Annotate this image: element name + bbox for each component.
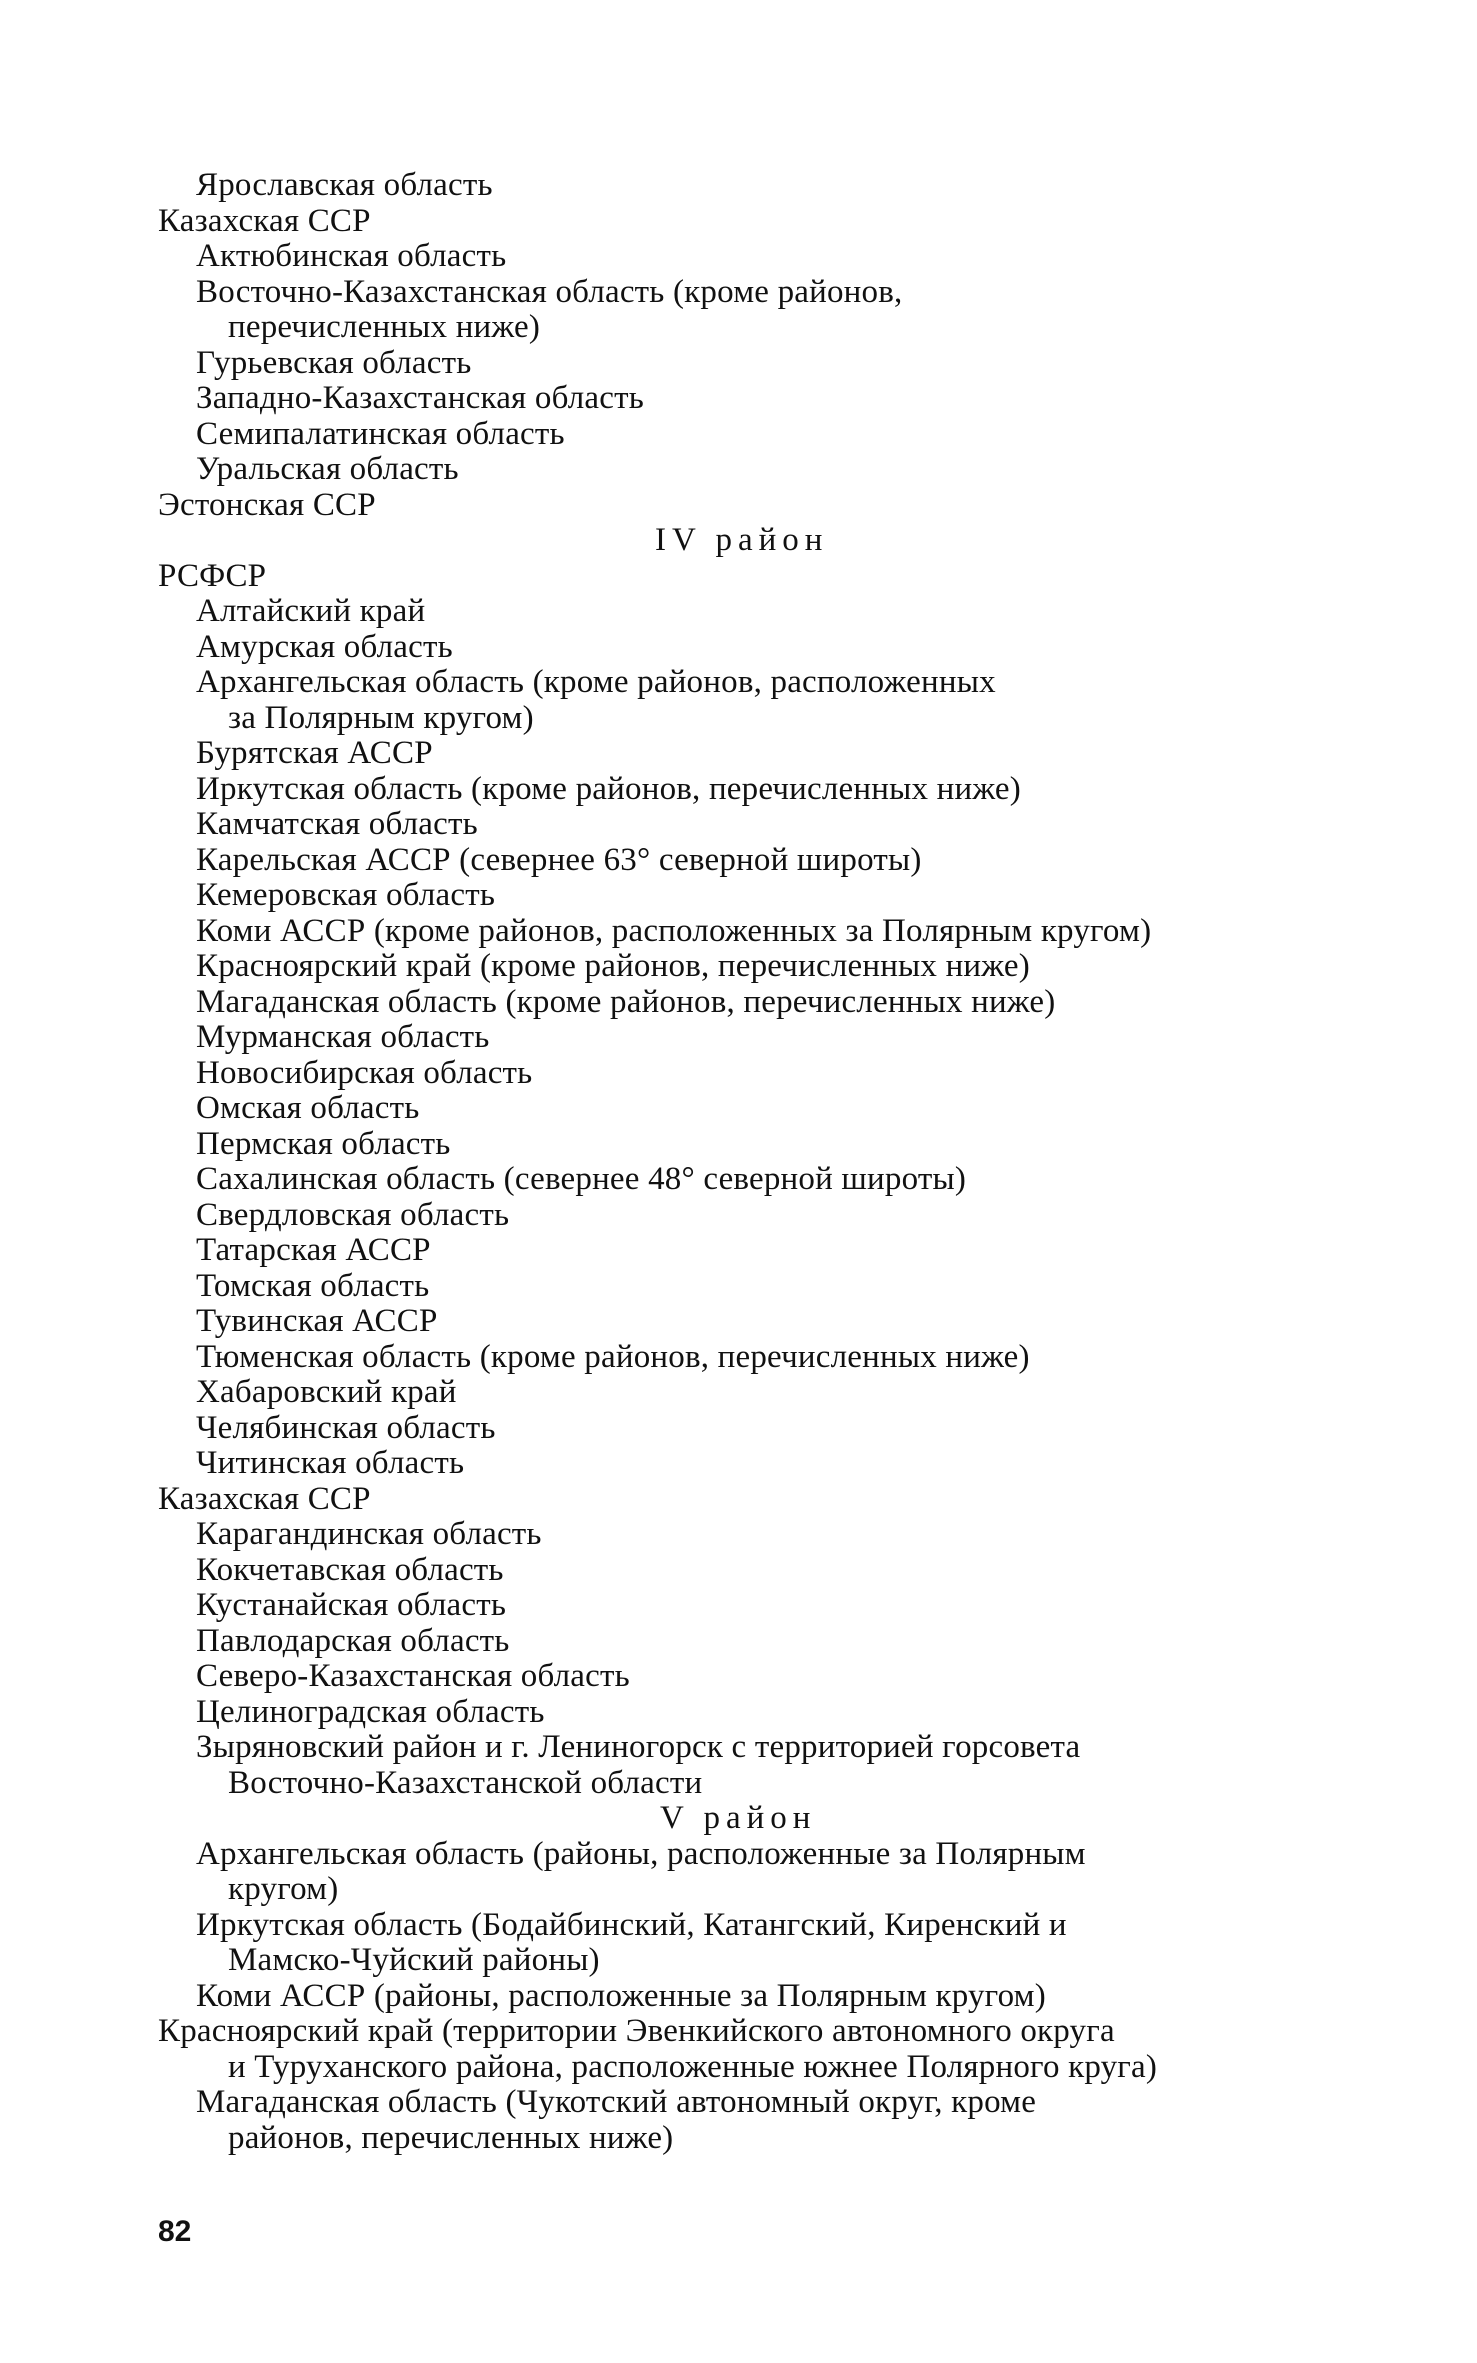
region-item-line: Кокчетавская область xyxy=(196,1551,504,1588)
region-item-line: Амурская область xyxy=(196,628,453,665)
region-heading-line: Казахская ССР xyxy=(158,202,371,239)
continuation-line: Восточно-Казахстанской области xyxy=(228,1764,703,1801)
region-item-line: Целиноградская область xyxy=(196,1693,545,1730)
region-heading-line: Красноярский край (территории Эвенкийского автономного округа xyxy=(158,2013,1115,2049)
region-item-line: Магаданская область (Чукотский автономный округ, кроме xyxy=(196,2084,1037,2120)
region-item-line: Кустанайская область xyxy=(196,1587,507,1623)
region-item-line: Тюменская область (кроме районов, перечисленных ниже) xyxy=(196,1338,1030,1375)
region-item-line: Свердловская область xyxy=(196,1196,510,1233)
region-item-line: Тувинская АССР xyxy=(196,1303,438,1339)
region-item-line: Томская область xyxy=(196,1267,430,1304)
section-heading-iv: IV район xyxy=(655,522,829,558)
region-item-line: Восточно-Казахстанская область (кроме районов, xyxy=(196,273,903,310)
region-item-line: Карельская АССР (севернее 63° северной широты) xyxy=(196,841,922,878)
region-item-line: Красноярский край (кроме районов, перечисленных ниже) xyxy=(196,948,1030,984)
continuation-line: и Туруханского района, расположенные южнее Полярного круга) xyxy=(228,2048,1158,2085)
region-item-line: Семипалатинская область xyxy=(196,415,565,452)
section-heading-v: V район xyxy=(660,1800,817,1836)
region-item-line: Алтайский край xyxy=(196,593,426,629)
region-heading-line: Эстонская ССР xyxy=(158,486,376,523)
region-item-line: Камчатская область xyxy=(196,806,478,842)
region-item-line: Кемеровская область xyxy=(196,877,496,913)
region-item-line: Северо-Казахстанская область xyxy=(196,1658,630,1694)
continuation-line: перечисленных ниже) xyxy=(228,309,541,345)
continuation-line: районов, перечисленных ниже) xyxy=(228,2119,674,2156)
region-item-line: Пермская область xyxy=(196,1125,451,1162)
region-item-line: Иркутская область (кроме районов, перечисленных ниже) xyxy=(196,770,1021,807)
region-item-line: Иркутская область (Бодайбинский, Катангский, Киренский и xyxy=(196,1906,1067,1943)
region-item-line: Карагандинская область xyxy=(196,1516,542,1552)
region-item-line: Омская область xyxy=(196,1090,420,1126)
region-item-line: Коми АССР (районы, расположенные за Полярным кругом) xyxy=(196,1977,1046,2014)
region-item-line: Гурьевская область xyxy=(196,344,472,381)
region-item-line: Сахалинская область (севернее 48° северной широты) xyxy=(196,1161,967,1197)
region-item-line: Новосибирская область xyxy=(196,1054,533,1091)
continuation-line: за Полярным кругом) xyxy=(228,699,534,736)
region-item-line: Магаданская область (кроме районов, перечисленных ниже) xyxy=(196,983,1056,1020)
continuation-line: кругом) xyxy=(228,1871,339,1907)
region-item-line: Павлодарская область xyxy=(196,1622,510,1659)
region-item-line: Мурманская область xyxy=(196,1019,490,1055)
region-item-line: Ярославская область xyxy=(196,167,493,203)
region-item-line: Читинская область xyxy=(196,1445,465,1481)
region-item-line: Татарская АССР xyxy=(196,1232,431,1268)
region-item-line: Архангельская область (кроме районов, расположенных xyxy=(196,664,996,700)
region-item-line: Коми АССР (кроме районов, расположенных за Полярным кругом) xyxy=(196,912,1152,949)
region-item-line: Зыряновский район и г. Лениногорск с территорией горсовета xyxy=(196,1729,1081,1765)
region-item-line: Архангельская область (районы, расположенные за Полярным xyxy=(196,1835,1086,1872)
region-item-line: Западно-Казахстанская область xyxy=(196,380,644,416)
region-item-line: Бурятская АССР xyxy=(196,735,433,771)
region-heading-line: РСФСР xyxy=(158,557,267,594)
continuation-line: Мамско-Чуйский районы) xyxy=(228,1942,600,1978)
region-item-line: Актюбинская область xyxy=(196,238,507,274)
region-item-line: Хабаровский край xyxy=(196,1374,457,1410)
page-number: 82 xyxy=(158,2215,192,2248)
region-list xyxy=(0,168,1477,2156)
region-heading-line: Казахская ССР xyxy=(158,1480,371,1517)
region-item-line: Уральская область xyxy=(196,451,459,487)
region-item-line: Челябинская область xyxy=(196,1409,496,1446)
